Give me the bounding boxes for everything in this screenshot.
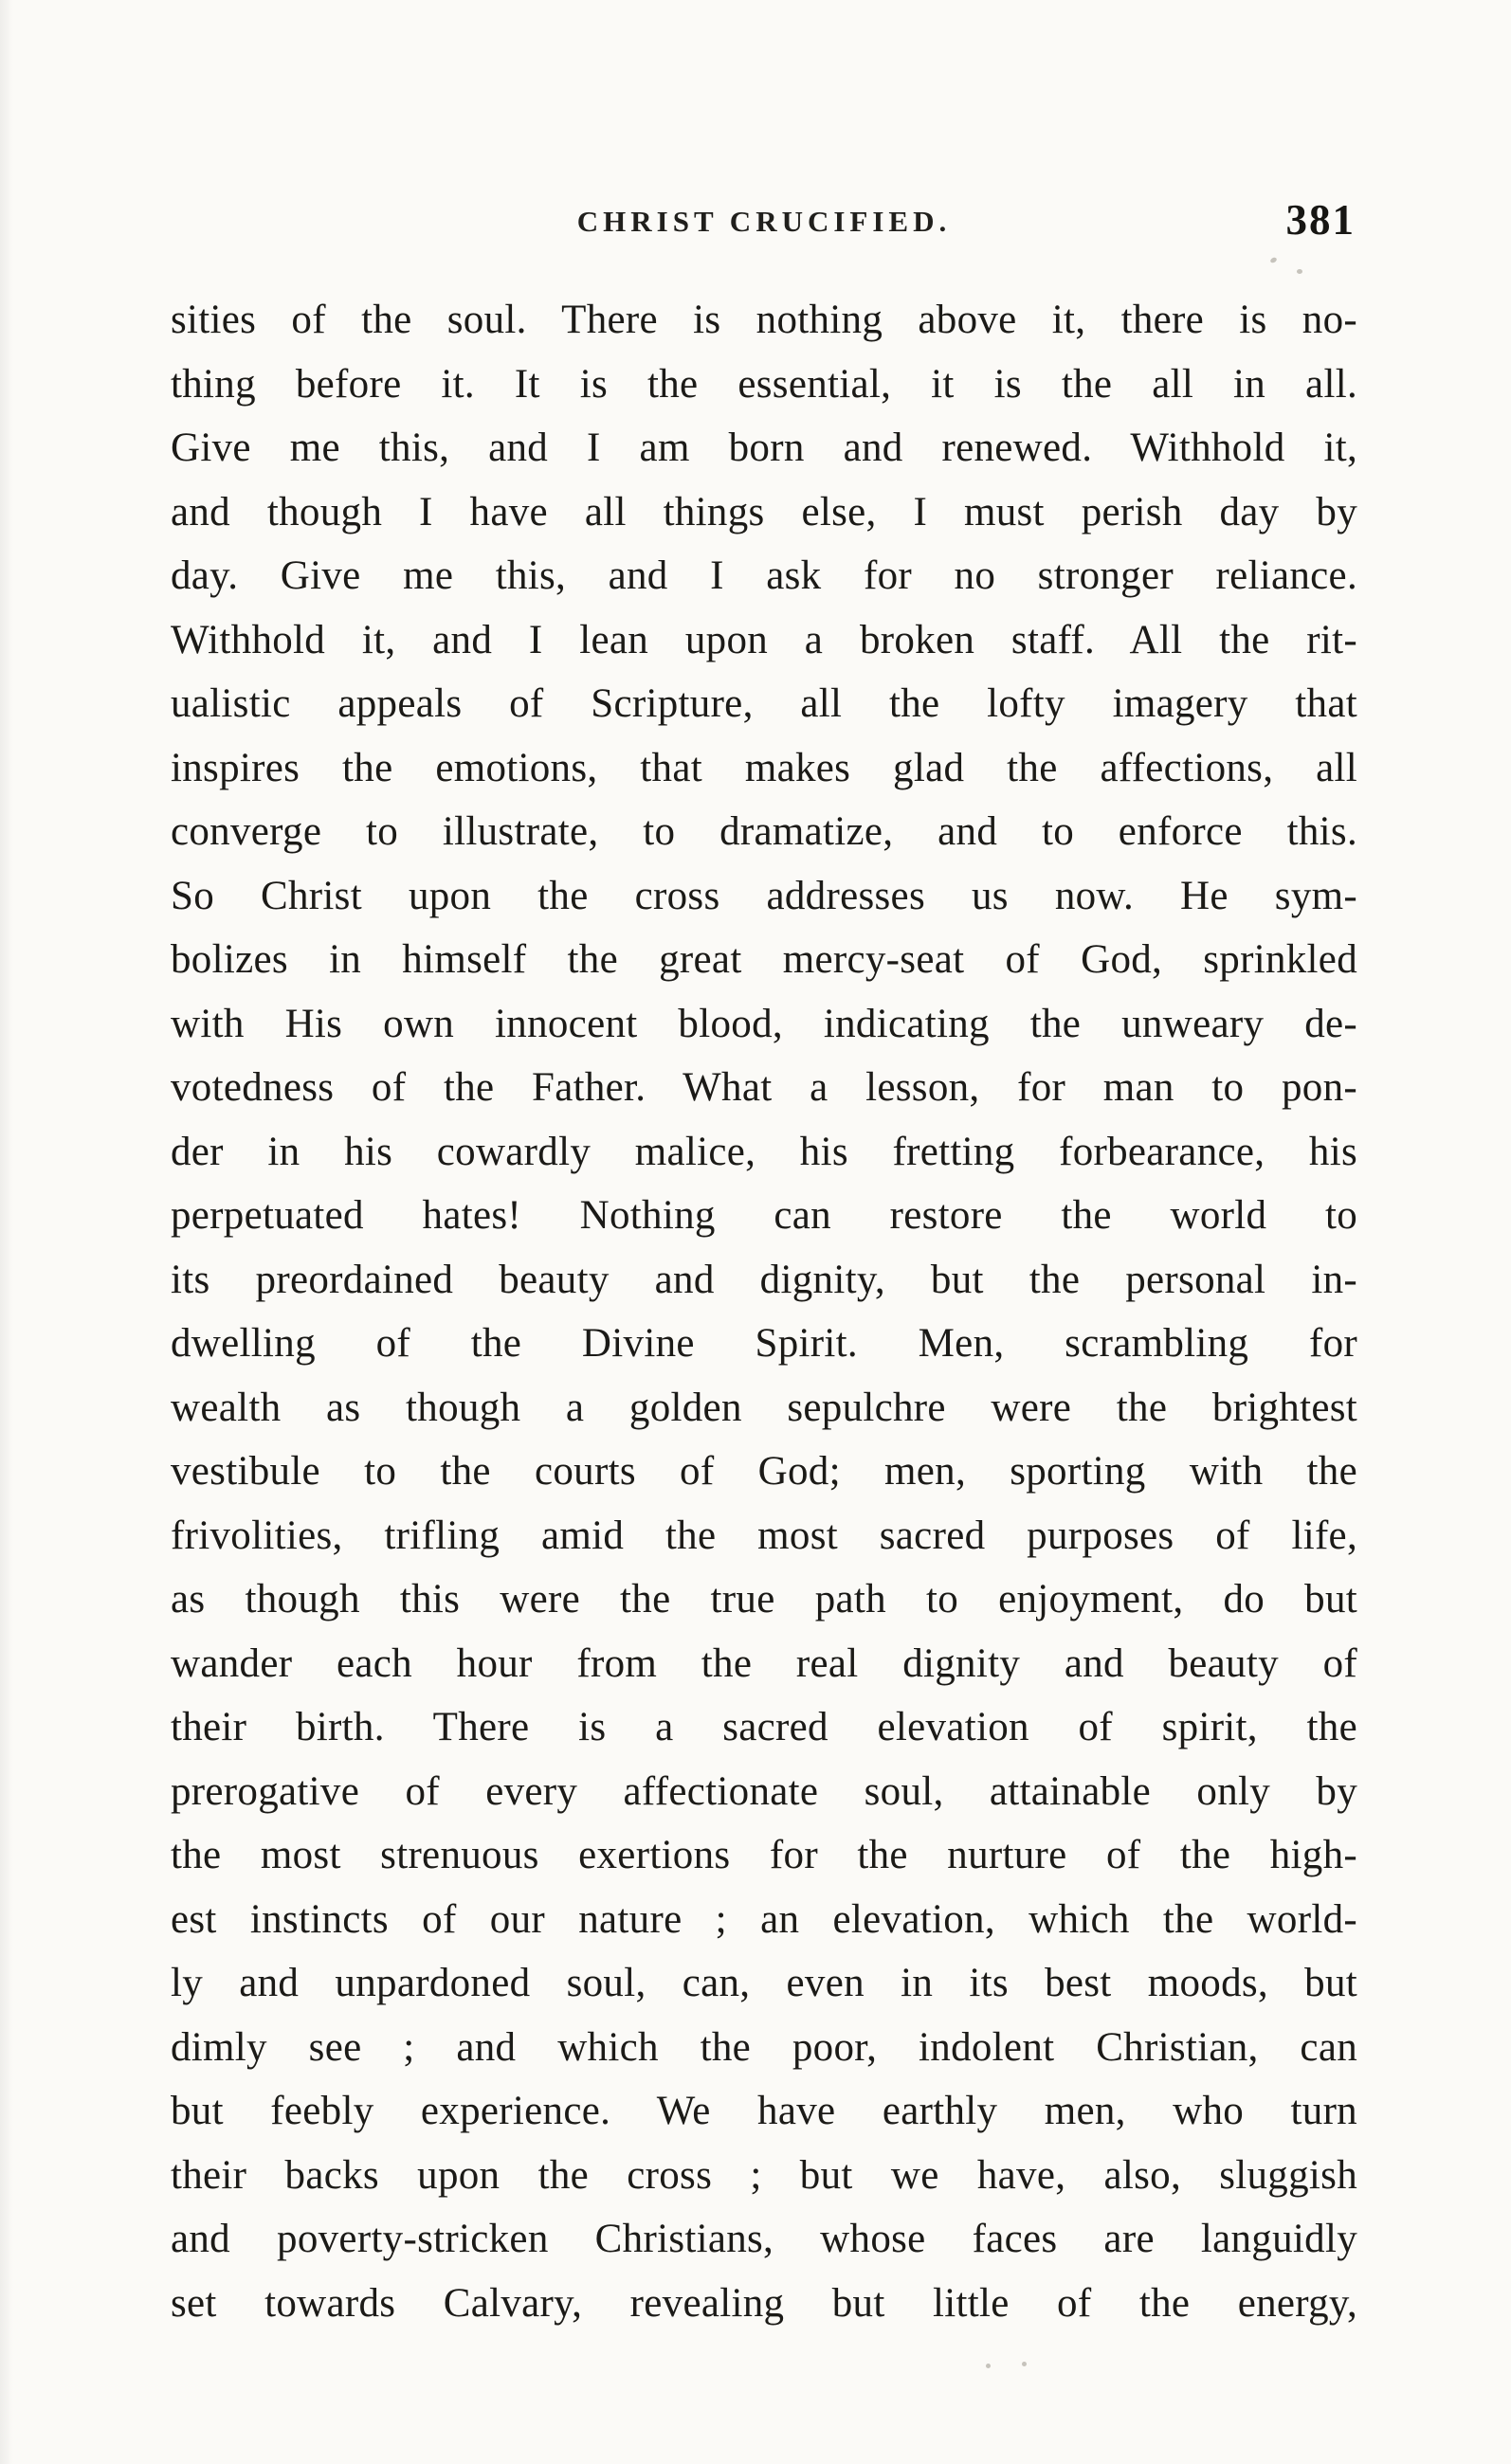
text-line: frivolities, trifling amid the most sacred purposes of life, xyxy=(171,1513,1357,1558)
text-line: So Christ upon the cross addresses us now. He sym- xyxy=(171,873,1357,918)
text-line: but feebly experience. We have earthly men, who turn xyxy=(171,2089,1357,2133)
text-line: set towards Calvary, revealing but little of the energy, xyxy=(171,2280,1357,2326)
text-line: converge to illustrate, to dramatize, and to enforce this. xyxy=(171,809,1357,854)
text-line: wealth as though a golden sepulchre were the brightest xyxy=(171,1385,1357,1430)
text-line: votedness of the Father. What a lesson, for man to pon- xyxy=(171,1065,1357,1110)
text-line: thing before it. It is the essential, it is the all in all. xyxy=(171,361,1357,407)
text-line: prerogative of every affectionate soul, attainable only by xyxy=(171,1768,1357,1814)
text-line: the most strenuous exertions for the nurture of the high- xyxy=(171,1833,1357,1877)
scan-artifact xyxy=(986,2364,991,2368)
scan-artifact xyxy=(1022,2362,1027,2366)
text-line: inspires the emotions, that makes glad the affections, all xyxy=(171,745,1357,790)
text-line: Give me this, and I am born and renewed. Withhold it, xyxy=(171,426,1357,470)
text-line: dimly see ; and which the poor, indolent Christian, can xyxy=(171,2024,1357,2070)
page-header xyxy=(171,195,1357,262)
text-line: ualistic appeals of Scripture, all the lofty imagery that xyxy=(171,681,1357,726)
text-line: perpetuated hates! Nothing can restore the world to xyxy=(171,1193,1357,1238)
text-line: with His own innocent blood, indicating the unweary de- xyxy=(171,1001,1357,1046)
text-line: der in his cowardly malice, his fretting forbearance, his xyxy=(171,1129,1357,1174)
text-line: wander each hour from the real dignity and beauty of xyxy=(171,1640,1357,1686)
text-line: as though this were the true path to enjoyment, do but xyxy=(171,1577,1357,1622)
text-line: their birth. There is a sacred elevation of spirit, the xyxy=(171,1705,1357,1749)
body-text xyxy=(171,288,1357,2335)
text-line: vestibule to the courts of God; men, sporting with the xyxy=(171,1449,1357,1494)
text-line: and though I have all things else, I must perish day by xyxy=(171,489,1357,534)
text-line: sities of the soul. There is nothing above it, there is no- xyxy=(171,298,1357,342)
text-line: day. Give me this, and I ask for no stronger reliance. xyxy=(171,553,1357,598)
text-line: est instincts of our nature ; an elevation, which the world- xyxy=(171,1896,1357,1942)
text-line: dwelling of the Divine Spirit. Men, scrambling for xyxy=(171,1321,1357,1366)
text-line: ly and unpardoned soul, can, even in its best moods, but xyxy=(171,1961,1357,2005)
text-line: Withhold it, and I lean upon a broken staff. All the rit- xyxy=(171,617,1357,662)
text-line: its preordained beauty and dignity, but the personal in- xyxy=(171,1257,1357,1302)
text-line: bolizes in himself the great mercy-seat of God, sprinkled xyxy=(171,937,1357,982)
running-title: CHRIST CRUCIFIED. xyxy=(576,205,952,238)
scan-artifact xyxy=(1297,269,1302,274)
text-line: their backs upon the cross ; but we have, also, sluggish xyxy=(171,2152,1357,2198)
text-line: and poverty-stricken Christians, whose faces are languidly xyxy=(171,2217,1357,2261)
page-number: 381 xyxy=(1285,196,1356,244)
